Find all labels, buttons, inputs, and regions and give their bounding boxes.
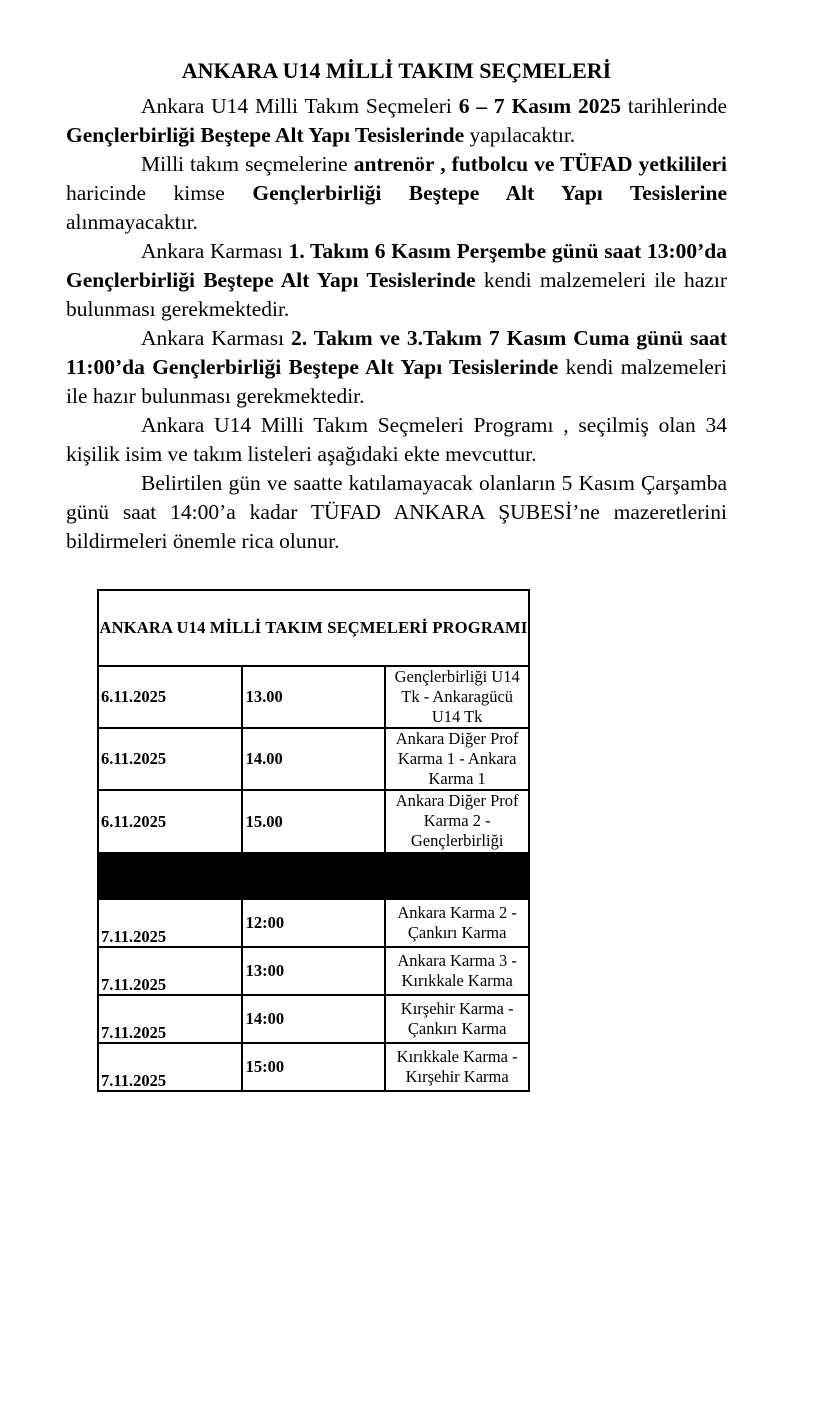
text-run: haricinde kimse — [66, 181, 253, 205]
schedule-row — [98, 947, 529, 995]
redaction-bar — [98, 853, 529, 899]
text-run: kendi malzemeleri ile hazır bulunması gerekmektedir. — [66, 355, 727, 408]
bold-text-run: Gençlerbirliği Beştepe Alt Yapı Tesislerinde — [66, 123, 465, 147]
text-run: Milli takım seçmelerine — [141, 152, 354, 176]
schedule-cell-date: 6.11.2025 — [98, 666, 242, 728]
paragraph — [66, 469, 727, 556]
document-body — [66, 92, 727, 556]
schedule-cell-time: 13.00 — [242, 666, 386, 728]
paragraph — [66, 150, 727, 237]
schedule-cell-date: 6.11.2025 — [98, 790, 242, 853]
schedule-cell-date: 7.11.2025 — [98, 947, 242, 995]
schedule-cell-date: 7.11.2025 — [98, 899, 242, 947]
schedule-row — [98, 666, 529, 728]
schedule-cell-date: 6.11.2025 — [98, 728, 242, 790]
schedule-table-head — [98, 590, 529, 666]
schedule-row — [98, 728, 529, 790]
schedule-cell-time: 14.00 — [242, 728, 386, 790]
text-run: Ankara U14 Milli Takım Seçmeleri Programı , seçilmiş olan 34 kişilik isim ve takım listeleri aşağıdaki ekte mevcuttur. — [66, 413, 727, 466]
paragraph — [66, 411, 727, 469]
redacted-separator-row — [98, 853, 529, 899]
text-run: alınmayacaktır. — [66, 210, 198, 234]
bold-text-run: 6 – 7 Kasım 2025 — [458, 94, 622, 118]
schedule-cell-match: Kırıkkale Karma - Kırşehir Karma — [385, 1043, 529, 1091]
text-run: tarihlerinde — [621, 94, 727, 118]
text-run: Belirtilen gün ve saatte katılamayacak olanların 5 Kasım Çarşamba günü saat 14:00’a kadar TÜFAD ANKARA ŞUBESİ’ne mazeretlerini bildirmeleri önemle rica olunur. — [66, 471, 727, 553]
schedule-cell-match: Ankara Diğer Prof Karma 2 - Gençlerbirliği — [385, 790, 529, 853]
text-run: Ankara U14 Milli Takım Seçmeleri — [141, 94, 459, 118]
schedule-cell-match: Gençlerbirliği U14 Tk - Ankaragücü U14 Tk — [385, 666, 529, 728]
text-run: Ankara Karması — [141, 239, 289, 263]
schedule-table-body — [98, 666, 529, 1091]
text-run: yapılacaktır. — [464, 123, 576, 147]
schedule-row — [98, 1043, 529, 1091]
schedule-cell-time: 13:00 — [242, 947, 386, 995]
schedule-cell-time: 12:00 — [242, 899, 386, 947]
paragraph — [66, 324, 727, 411]
text-run: Ankara Karması — [141, 326, 292, 350]
bold-text-run: 1. Takım 6 Kasım Perşembe günü saat 13:00’da Gençlerbirliği Beştepe Alt Yapı Tesislerinde — [66, 239, 727, 292]
schedule-title-row — [98, 590, 529, 666]
schedule-cell-time: 15.00 — [242, 790, 386, 853]
schedule-cell-time: 14:00 — [242, 995, 386, 1043]
schedule-table — [97, 589, 530, 1092]
schedule-row — [98, 995, 529, 1043]
paragraph — [66, 237, 727, 324]
bold-text-run: 2. Takım ve 3.Takım 7 Kasım Cuma günü saat 11:00’da Gençlerbirliği Beştepe Alt Yapı Tesislerinde — [66, 326, 728, 379]
paragraph — [66, 92, 727, 150]
schedule-cell-date: 7.11.2025 — [98, 995, 242, 1043]
schedule-cell-date: 7.11.2025 — [98, 1043, 242, 1091]
bold-text-run: antrenör , futbolcu ve TÜFAD yetkilileri — [353, 152, 727, 176]
schedule-cell-time: 15:00 — [242, 1043, 386, 1091]
schedule-row — [98, 899, 529, 947]
schedule-row — [98, 790, 529, 853]
schedule-table-title: ANKARA U14 MİLLİ TAKIM SEÇMELERİ PROGRAMI — [98, 590, 529, 666]
schedule-cell-match: Ankara Karma 3 - Kırıkkale Karma — [385, 947, 529, 995]
bold-text-run: Gençlerbirliği Beştepe Alt Yapı Tesislerine — [252, 181, 728, 205]
text-run: kendi malzemeleri ile hazır bulunması gerekmektedir. — [66, 268, 728, 321]
schedule-cell-match: Ankara Karma 2 - Çankırı Karma — [385, 899, 529, 947]
document-title: ANKARA U14 MİLLİ TAKIM SEÇMELERİ — [181, 58, 612, 83]
schedule-cell-match: Kırşehir Karma - Çankırı Karma — [385, 995, 529, 1043]
schedule-cell-match: Ankara Diğer Prof Karma 1 - Ankara Karma 1 — [385, 728, 529, 790]
